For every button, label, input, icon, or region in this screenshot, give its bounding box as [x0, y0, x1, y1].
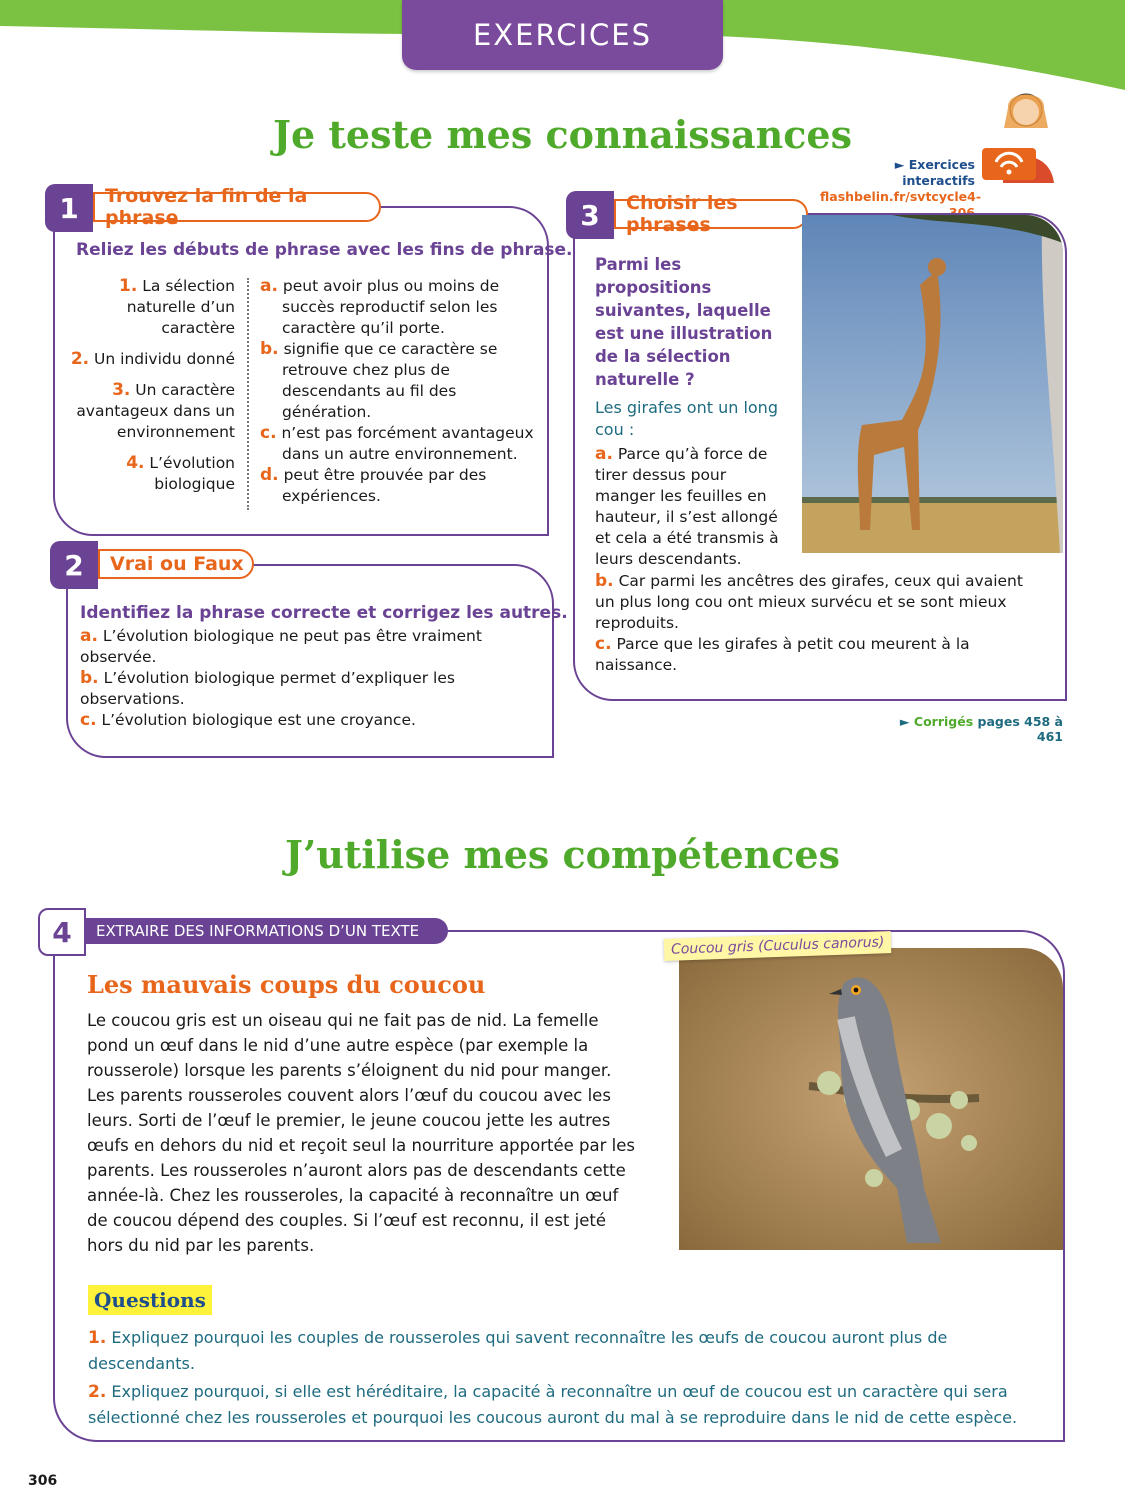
exercise-1-starts	[62, 276, 235, 495]
exercise-1-number: 1	[45, 184, 93, 232]
exercise-1-instruction: Reliez les débuts de phrase avec les fins de phrase.	[76, 240, 573, 260]
exercise-3-other-options	[595, 571, 1045, 676]
page-number: 306	[28, 1473, 58, 1489]
start-item[interactable]: 4. L’évolution biologique	[126, 453, 235, 493]
giraffe-photo	[802, 215, 1063, 553]
statement-item[interactable]: b. L’évolution biologique permet d’expliquer les observations.	[80, 668, 455, 708]
end-item[interactable]: b. signifie que ce caractère se retrouve chez plus de descendants au fil des génération.	[260, 339, 498, 421]
question-item[interactable]: 1. Expliquez pourquoi les couples de rousseroles qui savent reconnaître les œufs de coucou auront plus de descendants.	[88, 1328, 948, 1373]
exercise-3-number: 3	[566, 191, 614, 239]
exercise-4-text: Le coucou gris est un oiseau qui ne fait pas de nid. La femelle pond un œuf dans le nid d’une autre espèce (par exemple la rousserole) lorsque les parents s’éloignent du nid pour manger. Les parents rousseroles couvent alors l’œuf du coucou avec les leurs. Sorti de l’œuf le premier, le jeune coucou jette les autres œufs en dehors du nid et reçoit seul la nourriture apportée par les parents. Les rousseroles n’auront alors pas de descendants cette année-là. Chez les rousseroles, la capacité à reconnaître un œuf de coucou dépend des couples. Si l’œuf est reconnu, il est jeté hors du nid par les parents.	[87, 1011, 635, 1255]
exercise-3-question: Parmi les propositions suivantes, laquelle est une illustration de la sélection naturelle ?	[595, 255, 773, 389]
section-title-skills: J’utilise mes compétences	[284, 832, 840, 877]
exercise-4-number: 4	[38, 908, 86, 956]
option-c[interactable]: c. Parce que les girafes à petit cou meurent à la naissance.	[595, 634, 970, 674]
start-item[interactable]: 3. Un caractère avantageux dans un environnement	[76, 380, 235, 441]
exercise-2-items	[80, 626, 535, 731]
option-a[interactable]: a. Parce qu’à force de tirer dessus pour manger les feuilles en hauteur, il s’est allongé et cela a été transmis à leurs descendants.	[595, 444, 779, 568]
cuckoo-photo	[679, 948, 1063, 1250]
interactive-label: ► Exercices interactifs	[894, 157, 975, 188]
exercise-1-title: Trouvez la fin de la phrase	[93, 192, 381, 222]
exercise-2-instruction: Identifiez la phrase correcte et corrigez les autres.	[80, 603, 568, 623]
interactive-url[interactable]: flashbelin.fr/svtcycle4-	[820, 189, 982, 204]
end-item[interactable]: c. n’est pas forcément avantageux dans un autre environnement.	[260, 423, 534, 463]
exercise-4-title: Les mauvais coups du coucou	[87, 970, 486, 999]
exercise-1-ends	[260, 276, 535, 507]
exercise-3-title: Choisir les phrases	[614, 199, 808, 229]
statement-item[interactable]: a. L’évolution biologique ne peut pas être vraiment observée.	[80, 626, 482, 666]
start-item[interactable]: 2. Un individu donné	[70, 349, 235, 369]
exercices-tab: EXERCICES	[402, 0, 723, 70]
dotted-separator	[247, 278, 249, 510]
interactive-exercises-link[interactable]	[820, 157, 982, 221]
question-item[interactable]: 2. Expliquez pourquoi, si elle est héréditaire, la capacité à reconnaître un œuf de coucou est un caractère qui sera sélectionné chez les rousseroles et pourquoi les coucous auront du mal à se reproduire dans le nid de cette espèce.	[88, 1382, 1018, 1427]
cuckoo-photo-caption: Coucou gris (Cuculus canorus)	[664, 931, 892, 961]
exercise-4-questions	[88, 1325, 1048, 1430]
end-item[interactable]: a. peut avoir plus ou moins de succès reproductif selon les caractère qu’il porte.	[260, 276, 500, 337]
end-item[interactable]: d. peut être prouvée par des expériences.	[260, 465, 487, 505]
exercise-2-number: 2	[50, 541, 98, 589]
start-item[interactable]: 1. La sélection naturelle d’un caractère	[119, 276, 235, 337]
exercise-2-title: Vrai ou Faux	[98, 549, 254, 579]
exercise-3-lead: Les girafes ont un long cou :	[595, 398, 778, 439]
exercise-4-skill-label: EXTRAIRE DES INFORMATIONS D’UN TEXTE	[86, 918, 448, 944]
corriges-link[interactable]: ► Corrigés pages 458 à 461	[899, 714, 1063, 744]
section-title-knowledge: Je teste mes connaissances	[272, 112, 853, 157]
teacher-laptop-illustration	[978, 88, 1070, 188]
option-b[interactable]: b. Car parmi les ancêtres des girafes, ceux qui avaient un plus long cou ont mieux survécu et se sont mieux reproduits.	[595, 571, 1023, 632]
statement-item[interactable]: c. L’évolution biologique est une croyance.	[80, 710, 416, 730]
questions-heading: Questions	[88, 1285, 212, 1315]
